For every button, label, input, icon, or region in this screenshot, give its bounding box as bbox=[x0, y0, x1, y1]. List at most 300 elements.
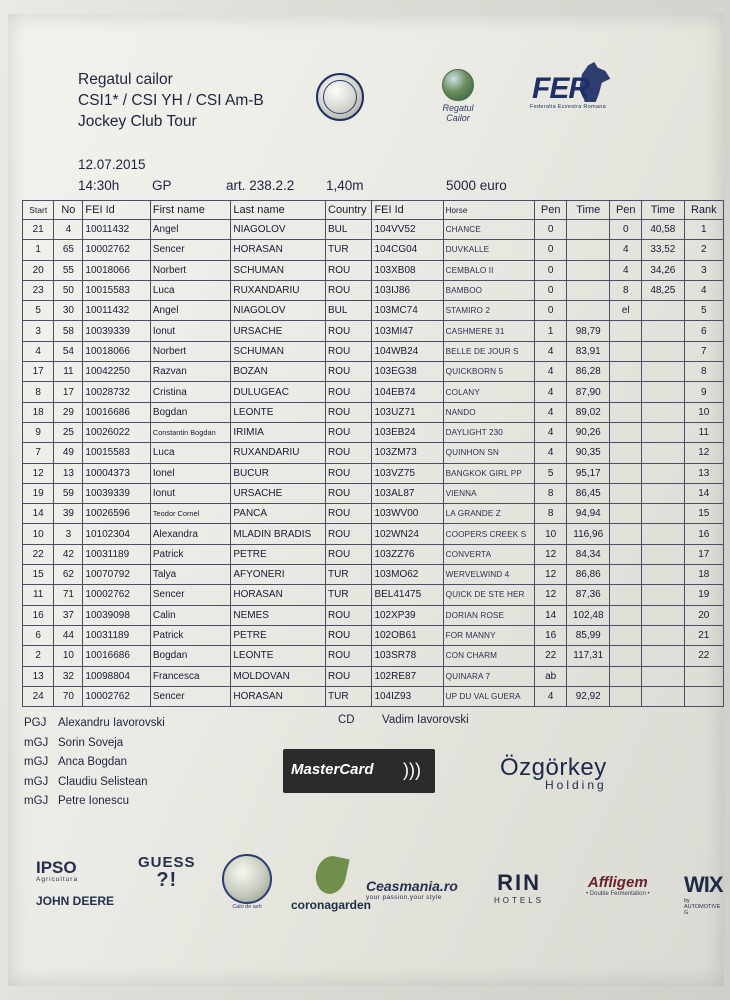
cell-first-name: Ionel bbox=[150, 463, 231, 483]
cell-rank: 7 bbox=[684, 341, 723, 361]
cell-pen-1: 0 bbox=[535, 220, 567, 240]
cell-horse-fei-id: 103EG38 bbox=[372, 362, 443, 382]
cell-horse-fei-id: BEL41475 bbox=[372, 585, 443, 605]
cell-horse: LA GRANDE Z bbox=[443, 504, 535, 524]
cell-first-name: Sencer bbox=[150, 686, 231, 706]
cell-no: 11 bbox=[54, 362, 83, 382]
cell-time-2 bbox=[642, 301, 685, 321]
cell-country: ROU bbox=[326, 382, 372, 402]
cell-last-name: SCHUMAN bbox=[231, 260, 326, 280]
cell-pen-1: 12 bbox=[535, 544, 567, 564]
cell-rider-fei-id: 10018066 bbox=[83, 341, 150, 361]
cell-rider-fei-id: 10002762 bbox=[83, 240, 150, 260]
cell-time-2 bbox=[642, 422, 685, 442]
cell-rider-fei-id: 10028732 bbox=[83, 382, 150, 402]
official-role: PGJ bbox=[24, 717, 47, 729]
ozgorkey-name: Özgörkey bbox=[500, 754, 607, 781]
cell-country: ROU bbox=[326, 280, 372, 300]
cell-country: ROU bbox=[326, 544, 372, 564]
cell-time-1: 90,26 bbox=[567, 422, 610, 442]
cell-first-name: Luca bbox=[150, 280, 231, 300]
cell-last-name: NIAGOLOV bbox=[231, 301, 326, 321]
cell-rank: 8 bbox=[684, 362, 723, 382]
cell-no: 42 bbox=[54, 544, 83, 564]
cell-first-name: Razvan bbox=[150, 362, 231, 382]
cell-first-name: Angel bbox=[150, 301, 231, 321]
cell-start: 23 bbox=[23, 280, 54, 300]
cell-start: 22 bbox=[23, 544, 54, 564]
cell-time-2 bbox=[642, 544, 685, 564]
cell-last-name: BUCUR bbox=[231, 463, 326, 483]
cell-first-name: Cristina bbox=[150, 382, 231, 402]
cell-rider-fei-id: 10004373 bbox=[83, 463, 150, 483]
cell-no: 13 bbox=[54, 463, 83, 483]
cell-last-name: LEONTE bbox=[231, 646, 326, 666]
cell-rank: 4 bbox=[684, 280, 723, 300]
cell-no: 58 bbox=[54, 321, 83, 341]
cell-pen-1: 14 bbox=[535, 605, 567, 625]
cell-pen-1: 0 bbox=[535, 280, 567, 300]
cell-rider-fei-id: 10018066 bbox=[83, 260, 150, 280]
ipso-sub: Agricultura bbox=[36, 876, 79, 883]
cell-time-1: 92,92 bbox=[567, 686, 610, 706]
table-row bbox=[23, 260, 724, 280]
table-row bbox=[23, 524, 724, 544]
cell-no: 39 bbox=[54, 504, 83, 524]
cell-last-name: PETRE bbox=[231, 544, 326, 564]
cell-start: 4 bbox=[23, 341, 54, 361]
cell-horse: CON CHARM bbox=[443, 646, 535, 666]
cell-no: 55 bbox=[54, 260, 83, 280]
cell-horse-fei-id: 103UZ71 bbox=[372, 402, 443, 422]
results-table bbox=[22, 200, 724, 707]
cell-horse: CONVERTA bbox=[443, 544, 535, 564]
table-row bbox=[23, 646, 724, 666]
cell-horse-fei-id: 103MC74 bbox=[372, 301, 443, 321]
mastercard-logo bbox=[283, 749, 435, 793]
official-role: mGJ bbox=[24, 795, 49, 807]
table-row bbox=[23, 321, 724, 341]
cell-rank: 15 bbox=[684, 504, 723, 524]
ozgorkey-sub: Holding bbox=[545, 778, 607, 792]
cell-horse: DORIAN ROSE bbox=[443, 605, 535, 625]
cell-rank: 21 bbox=[684, 625, 723, 645]
cell-pen-1: 4 bbox=[535, 686, 567, 706]
col-pen-1: Pen bbox=[535, 201, 567, 220]
official-role: mGJ bbox=[24, 756, 49, 768]
cell-no: 62 bbox=[54, 565, 83, 585]
cell-rider-fei-id: 10026022 bbox=[83, 422, 150, 442]
cell-country: ROU bbox=[326, 483, 372, 503]
event-time: 14:30h bbox=[78, 178, 120, 193]
cell-horse: BANGKOK GIRL PP bbox=[443, 463, 535, 483]
event-date: 12.07.2015 bbox=[78, 157, 146, 172]
cell-start: 16 bbox=[23, 605, 54, 625]
cell-country: ROU bbox=[326, 463, 372, 483]
col-time-2: Time bbox=[642, 201, 685, 220]
cell-pen-2: 8 bbox=[610, 280, 642, 300]
results-table-wrap bbox=[22, 200, 724, 707]
cell-time-1: 85,99 bbox=[567, 625, 610, 645]
cell-horse-fei-id: 103VZ75 bbox=[372, 463, 443, 483]
cell-rider-fei-id: 10011432 bbox=[83, 220, 150, 240]
table-row bbox=[23, 382, 724, 402]
cell-horse-fei-id: 102XP39 bbox=[372, 605, 443, 625]
cell-start: 11 bbox=[23, 585, 54, 605]
cell-start: 9 bbox=[23, 422, 54, 442]
cell-time-2 bbox=[642, 504, 685, 524]
cell-country: ROU bbox=[326, 504, 372, 524]
table-row bbox=[23, 240, 724, 260]
cell-horse-fei-id: 103AL87 bbox=[372, 483, 443, 503]
cell-horse-fei-id: 103EB24 bbox=[372, 422, 443, 442]
cell-rider-fei-id: 10098804 bbox=[83, 666, 150, 686]
cell-last-name: PANCA bbox=[231, 504, 326, 524]
mastercard-label: MasterCard bbox=[291, 761, 374, 778]
cell-rank: 20 bbox=[684, 605, 723, 625]
cell-pen-1: 12 bbox=[535, 585, 567, 605]
cell-horse-fei-id: 102RE87 bbox=[372, 666, 443, 686]
cell-rider-fei-id: 10002762 bbox=[83, 686, 150, 706]
table-row bbox=[23, 443, 724, 463]
cell-last-name: URSACHE bbox=[231, 321, 326, 341]
cell-time-1 bbox=[567, 260, 610, 280]
cell-time-1: 89,02 bbox=[567, 402, 610, 422]
cell-start: 2 bbox=[23, 646, 54, 666]
cell-pen-1: 0 bbox=[535, 301, 567, 321]
cell-time-2 bbox=[642, 524, 685, 544]
cell-rank: 9 bbox=[684, 382, 723, 402]
cell-time-2 bbox=[642, 666, 685, 686]
cell-last-name: DULUGEAC bbox=[231, 382, 326, 402]
cell-rider-fei-id: 10031189 bbox=[83, 544, 150, 564]
col-fei-id-rider: FEI Id bbox=[83, 201, 150, 220]
cell-last-name: HORASAN bbox=[231, 686, 326, 706]
cell-time-2 bbox=[642, 341, 685, 361]
cell-first-name: Sencer bbox=[150, 240, 231, 260]
cell-time-2 bbox=[642, 483, 685, 503]
cell-first-name: Norbert bbox=[150, 341, 231, 361]
cell-time-1 bbox=[567, 301, 610, 321]
official-name: Alexandru Iavorovski bbox=[58, 717, 165, 729]
cell-first-name: Ionut bbox=[150, 483, 231, 503]
affligem-logo: Affligem • Double Fermentation • bbox=[586, 874, 650, 897]
cell-time-2 bbox=[642, 362, 685, 382]
wix-filters-logo: WIX by AUTOMOTIVE G bbox=[684, 872, 723, 916]
official-row bbox=[24, 714, 165, 734]
cell-horse-fei-id: 104EB74 bbox=[372, 382, 443, 402]
cell-pen-2 bbox=[610, 686, 642, 706]
cell-no: 54 bbox=[54, 341, 83, 361]
cell-country: ROU bbox=[326, 646, 372, 666]
cell-horse-fei-id: 104WB24 bbox=[372, 341, 443, 361]
cell-rider-fei-id: 10002762 bbox=[83, 585, 150, 605]
cell-start: 14 bbox=[23, 504, 54, 524]
cell-pen-2: 4 bbox=[610, 260, 642, 280]
cell-horse-fei-id: 103ZM73 bbox=[372, 443, 443, 463]
cell-last-name: IRIMIA bbox=[231, 422, 326, 442]
table-row bbox=[23, 585, 724, 605]
cell-horse-fei-id: 104CG04 bbox=[372, 240, 443, 260]
cell-pen-1: 4 bbox=[535, 362, 567, 382]
cell-horse: QUINHON SN bbox=[443, 443, 535, 463]
table-row bbox=[23, 463, 724, 483]
table-row bbox=[23, 422, 724, 442]
table-row bbox=[23, 483, 724, 503]
cell-no: 44 bbox=[54, 625, 83, 645]
cell-time-2 bbox=[642, 443, 685, 463]
cell-no: 29 bbox=[54, 402, 83, 422]
wix-sub: by AUTOMOTIVE G bbox=[684, 898, 721, 916]
cell-last-name: LEONTE bbox=[231, 402, 326, 422]
cell-rank bbox=[684, 666, 723, 686]
cell-rider-fei-id: 10016686 bbox=[83, 402, 150, 422]
cell-country: BUL bbox=[326, 220, 372, 240]
cell-time-1: 90,35 bbox=[567, 443, 610, 463]
cell-horse: COLANY bbox=[443, 382, 535, 402]
cell-horse: STAMIRO 2 bbox=[443, 301, 535, 321]
cell-pen-2 bbox=[610, 362, 642, 382]
table-header-row bbox=[23, 201, 724, 220]
cell-last-name: RUXANDARIU bbox=[231, 280, 326, 300]
cell-rider-fei-id: 10039339 bbox=[83, 321, 150, 341]
cell-pen-2 bbox=[610, 321, 642, 341]
cell-country: ROU bbox=[326, 524, 372, 544]
cell-start: 19 bbox=[23, 483, 54, 503]
cell-rank: 13 bbox=[684, 463, 723, 483]
cell-pen-1: 4 bbox=[535, 402, 567, 422]
cell-horse: CASHMERE 31 bbox=[443, 321, 535, 341]
regatul-cailor-logo bbox=[418, 69, 498, 125]
cell-start: 5 bbox=[23, 301, 54, 321]
cell-rider-fei-id: 10015583 bbox=[83, 443, 150, 463]
cell-horse: VIENNA bbox=[443, 483, 535, 503]
event-competition: GP bbox=[152, 178, 172, 193]
cell-rider-fei-id: 10026596 bbox=[83, 504, 150, 524]
official-role: mGJ bbox=[24, 736, 49, 749]
cell-last-name: AFYONERI bbox=[231, 565, 326, 585]
cell-horse-fei-id: 103MO62 bbox=[372, 565, 443, 585]
table-row bbox=[23, 402, 724, 422]
cell-no: 59 bbox=[54, 483, 83, 503]
affligem-sub: • Double Fermentation • bbox=[586, 891, 650, 897]
cell-horse-fei-id: 103IJ86 bbox=[372, 280, 443, 300]
cell-time-1: 83,91 bbox=[567, 341, 610, 361]
cell-time-2: 40,58 bbox=[642, 220, 685, 240]
cell-first-name: Luca bbox=[150, 443, 231, 463]
cell-pen-2 bbox=[610, 666, 642, 686]
table-row bbox=[23, 280, 724, 300]
cell-horse-fei-id: 103SR78 bbox=[372, 646, 443, 666]
table-row bbox=[23, 341, 724, 361]
cell-first-name: Bogdan bbox=[150, 402, 231, 422]
cell-pen-1: 8 bbox=[535, 483, 567, 503]
cell-pen-1: 0 bbox=[535, 260, 567, 280]
table-row bbox=[23, 625, 724, 645]
table-row bbox=[23, 504, 724, 524]
cell-rider-fei-id: 10031189 bbox=[83, 625, 150, 645]
cell-time-2 bbox=[642, 625, 685, 645]
cell-horse: BELLE DE JOUR S bbox=[443, 341, 535, 361]
official-row bbox=[24, 773, 165, 793]
official-name: Claudiu Selistean bbox=[58, 775, 148, 788]
cell-time-1 bbox=[567, 240, 610, 260]
cell-start: 24 bbox=[23, 686, 54, 706]
cell-no: 50 bbox=[54, 280, 83, 300]
cell-pen-2 bbox=[610, 463, 642, 483]
cell-first-name: Sencer bbox=[150, 585, 231, 605]
cell-start: 20 bbox=[23, 260, 54, 280]
table-row bbox=[23, 362, 724, 382]
cell-start: 8 bbox=[23, 382, 54, 402]
cell-rank: 12 bbox=[684, 443, 723, 463]
cell-pen-1: 4 bbox=[535, 382, 567, 402]
cell-horse-fei-id: 102OB61 bbox=[372, 625, 443, 645]
cell-horse: BAMBOO bbox=[443, 280, 535, 300]
cell-country: ROU bbox=[326, 625, 372, 645]
event-prize: 5000 euro bbox=[446, 178, 507, 193]
cell-start: 15 bbox=[23, 565, 54, 585]
fer-logo-subtext: Federatia Ecvestra Romana bbox=[530, 104, 606, 110]
cell-no: 3 bbox=[54, 524, 83, 544]
cell-rank: 17 bbox=[684, 544, 723, 564]
cell-first-name: Constantin Bogdan bbox=[150, 422, 231, 442]
cell-pen-2 bbox=[610, 504, 642, 524]
cell-time-2: 48,25 bbox=[642, 280, 685, 300]
event-article: art. 238.2.2 bbox=[226, 178, 295, 193]
cell-rider-fei-id: 10011432 bbox=[83, 301, 150, 321]
jockey-club-seal-caption: Calo de ash bbox=[232, 904, 262, 910]
regatul-logo-line2: Cailor bbox=[446, 113, 470, 123]
cell-rank: 19 bbox=[684, 585, 723, 605]
cell-horse-fei-id: 102WN24 bbox=[372, 524, 443, 544]
cell-rank: 1 bbox=[684, 220, 723, 240]
cell-time-2 bbox=[642, 565, 685, 585]
cell-no: 32 bbox=[54, 666, 83, 686]
cell-time-2 bbox=[642, 402, 685, 422]
cell-rank: 6 bbox=[684, 321, 723, 341]
cell-horse: QUICK DE STE HER bbox=[443, 585, 535, 605]
cell-pen-2 bbox=[610, 565, 642, 585]
cell-start: 13 bbox=[23, 666, 54, 686]
event-height: 1,40m bbox=[326, 178, 364, 193]
cell-country: ROU bbox=[326, 422, 372, 442]
cell-time-1: 98,79 bbox=[567, 321, 610, 341]
cell-last-name: NIAGOLOV bbox=[231, 220, 326, 240]
guess-logo: GUESS ?! bbox=[138, 854, 196, 891]
cell-first-name: Francesca bbox=[150, 666, 231, 686]
cell-rank: 3 bbox=[684, 260, 723, 280]
cell-time-1 bbox=[567, 280, 610, 300]
cell-country: ROU bbox=[326, 666, 372, 686]
cell-first-name: Ionut bbox=[150, 321, 231, 341]
cell-last-name: NEMES bbox=[231, 605, 326, 625]
cell-rider-fei-id: 10016686 bbox=[83, 646, 150, 666]
cell-last-name: URSACHE bbox=[231, 483, 326, 503]
col-fei-id-horse: FEI Id bbox=[372, 201, 443, 220]
cell-country: ROU bbox=[326, 443, 372, 463]
footer-sponsor-strip bbox=[20, 850, 723, 936]
cell-time-1: 86,45 bbox=[567, 483, 610, 503]
cell-time-1: 94,94 bbox=[567, 504, 610, 524]
cell-horse-fei-id: 103MI47 bbox=[372, 321, 443, 341]
officials-list bbox=[24, 714, 165, 812]
table-row bbox=[23, 301, 724, 321]
cell-last-name: HORASAN bbox=[231, 240, 326, 260]
cell-no: 17 bbox=[54, 382, 83, 402]
table-row bbox=[23, 666, 724, 686]
cell-country: ROU bbox=[326, 362, 372, 382]
cell-time-2 bbox=[642, 585, 685, 605]
cell-time-2 bbox=[642, 686, 685, 706]
coronagarden-logo: coronagarden bbox=[288, 856, 374, 912]
cell-time-2 bbox=[642, 646, 685, 666]
cell-rank: 10 bbox=[684, 402, 723, 422]
cell-rank: 14 bbox=[684, 483, 723, 503]
cell-time-1: 116,96 bbox=[567, 524, 610, 544]
cell-no: 49 bbox=[54, 443, 83, 463]
official-row bbox=[24, 792, 165, 812]
cell-rider-fei-id: 10070792 bbox=[83, 565, 150, 585]
ceasmania-tagline: your passion.your style bbox=[366, 894, 442, 901]
cell-time-2 bbox=[642, 321, 685, 341]
cell-pen-1: 4 bbox=[535, 422, 567, 442]
col-horse: Horse bbox=[443, 201, 535, 220]
cell-pen-1: 5 bbox=[535, 463, 567, 483]
cell-start: 18 bbox=[23, 402, 54, 422]
cell-time-1 bbox=[567, 220, 610, 240]
rin-hotels-sub: HOTELS bbox=[494, 896, 545, 905]
cell-rider-fei-id: 10039339 bbox=[83, 483, 150, 503]
official-row bbox=[24, 734, 165, 754]
cell-no: 4 bbox=[54, 220, 83, 240]
cell-last-name: HORASAN bbox=[231, 585, 326, 605]
cell-time-1: 87,90 bbox=[567, 382, 610, 402]
cell-no: 30 bbox=[54, 301, 83, 321]
cell-horse: DUVKALLE bbox=[443, 240, 535, 260]
cell-time-1 bbox=[567, 666, 610, 686]
cell-country: TUR bbox=[326, 565, 372, 585]
cell-pen-2 bbox=[610, 443, 642, 463]
cell-rank bbox=[684, 686, 723, 706]
results-sheet bbox=[8, 14, 724, 986]
cell-pen-1: 0 bbox=[535, 240, 567, 260]
table-row bbox=[23, 686, 724, 706]
cell-horse: COOPERS CREEK S bbox=[443, 524, 535, 544]
cell-horse: QUINARA 7 bbox=[443, 666, 535, 686]
official-role: mGJ bbox=[24, 775, 49, 788]
contactless-icon: ))) bbox=[403, 760, 421, 780]
cell-rank: 11 bbox=[684, 422, 723, 442]
course-designer-name: Vadim Iavorovski bbox=[382, 714, 469, 726]
cell-pen-2 bbox=[610, 382, 642, 402]
official-name: Sorin Soveja bbox=[58, 736, 124, 749]
cell-pen-1: 4 bbox=[535, 443, 567, 463]
cell-last-name: MOLDOVAN bbox=[231, 666, 326, 686]
cell-pen-2 bbox=[610, 646, 642, 666]
cell-rank: 18 bbox=[684, 565, 723, 585]
cell-pen-1: 1 bbox=[535, 321, 567, 341]
cell-rank: 22 bbox=[684, 646, 723, 666]
cell-no: 65 bbox=[54, 240, 83, 260]
cell-pen-2 bbox=[610, 585, 642, 605]
cell-pen-2 bbox=[610, 341, 642, 361]
cell-horse: WERVELWIND 4 bbox=[443, 565, 535, 585]
cell-time-1: 84,34 bbox=[567, 544, 610, 564]
event-classes: CSI1* / CSI YH / CSI Am-B bbox=[78, 92, 264, 109]
cell-start: 6 bbox=[23, 625, 54, 645]
cell-first-name: Teodor Cornel bbox=[150, 504, 231, 524]
